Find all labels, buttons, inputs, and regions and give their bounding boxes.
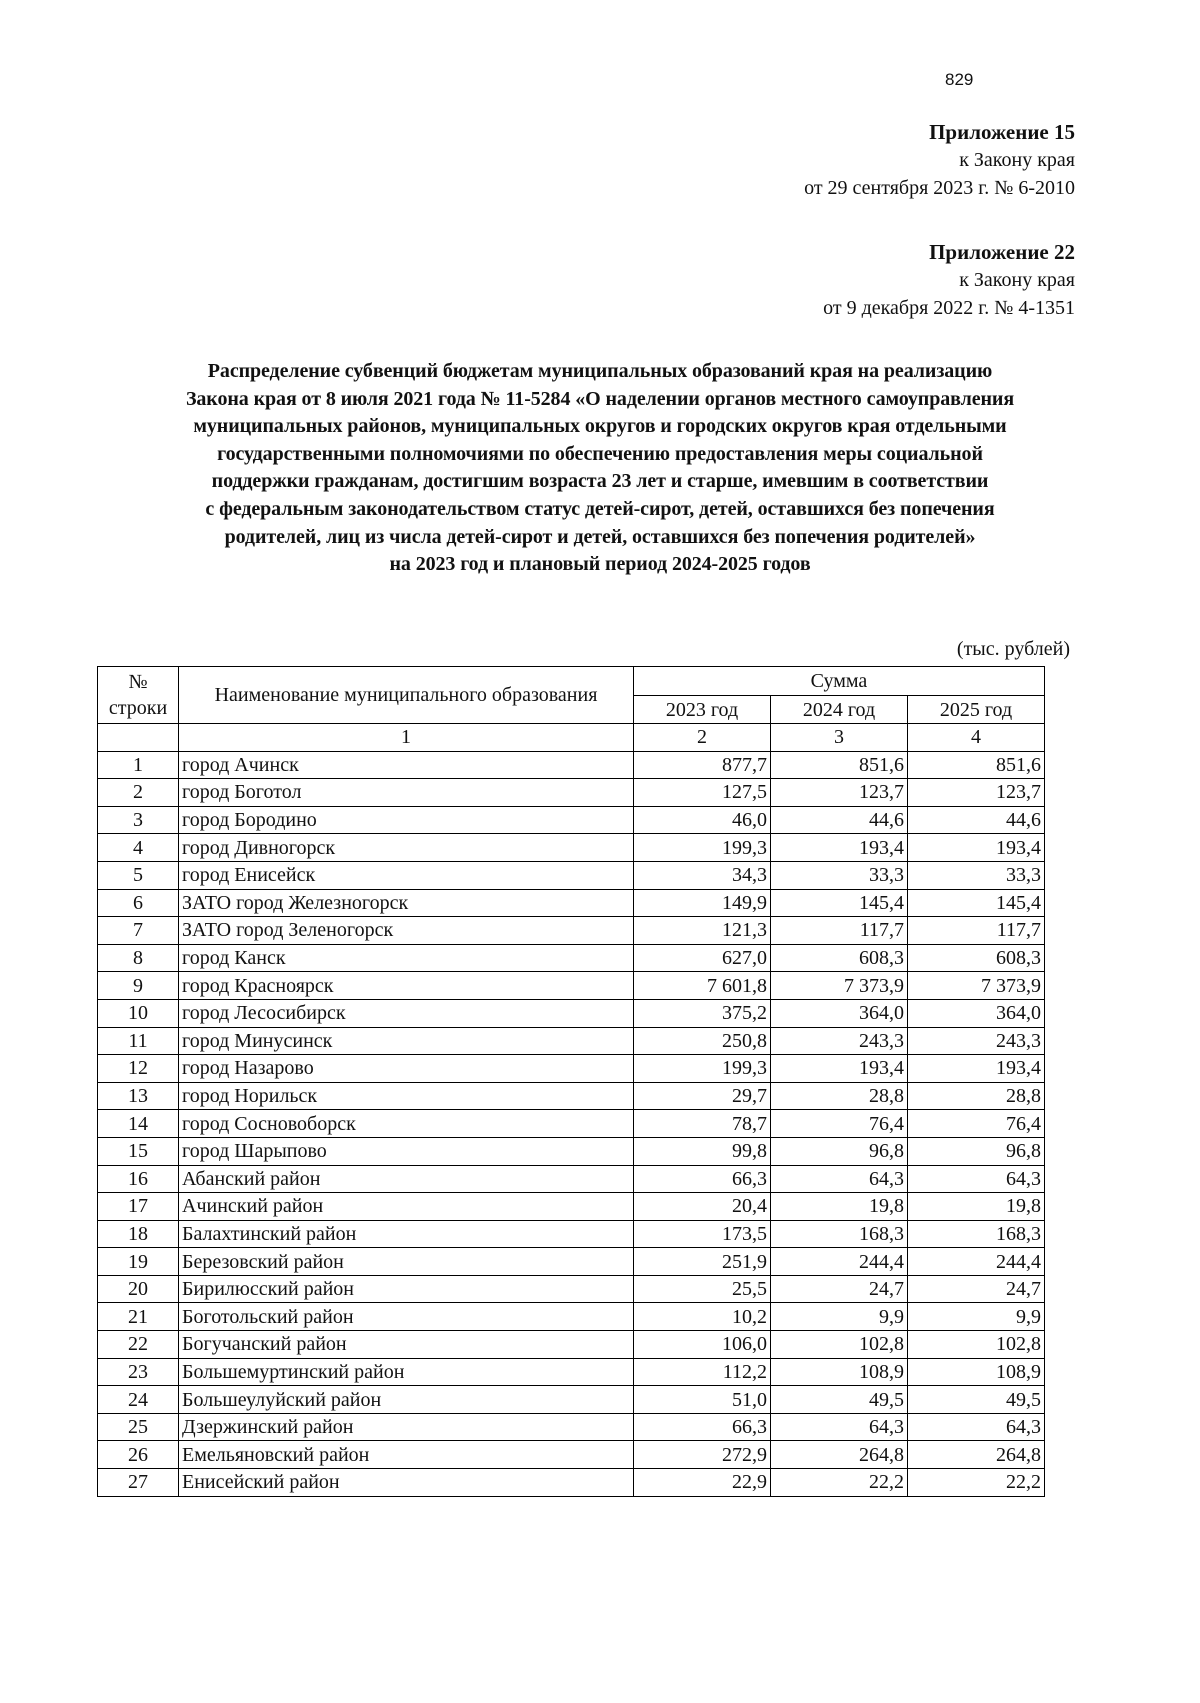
header-row-number [98,667,179,724]
municipality-name: город Назарово [179,1055,634,1083]
row-number: 12 [98,1055,179,1083]
column-number: 2 [634,724,771,752]
row-number: 18 [98,1220,179,1248]
municipality-name: город Боготол [179,779,634,807]
column-number [98,724,179,752]
title-line: поддержки гражданам, достигшим возраста 23 лет и старше, имевшим в соответствии [211,470,989,493]
title-line: муниципальных районов, муниципальных округов и городских округов края отдельными [193,415,1007,438]
value-2023: 46,0 [634,806,771,834]
table-row [98,1413,1045,1441]
value-2025: 264,8 [908,1441,1045,1469]
municipality-name: город Шарыпово [179,1137,634,1165]
value-2024: 264,8 [771,1441,908,1469]
value-2025: 193,4 [908,834,1045,862]
table-row [98,1303,1045,1331]
appendix-original-line2: от 9 декабря 2022 г. № 4-1351 [823,297,1075,319]
row-number: 5 [98,861,179,889]
value-2025: 608,3 [908,944,1045,972]
value-2023: 112,2 [634,1358,771,1386]
municipality-name: город Бородино [179,806,634,834]
appendix-original-line1: к Закону края [959,269,1075,291]
value-2025: 168,3 [908,1220,1045,1248]
value-2024: 96,8 [771,1137,908,1165]
value-2024: 117,7 [771,917,908,945]
value-2024: 193,4 [771,1055,908,1083]
row-number: 10 [98,999,179,1027]
value-2023: 29,7 [634,1082,771,1110]
table-row [98,751,1045,779]
row-number: 11 [98,1027,179,1055]
value-2025: 24,7 [908,1275,1045,1303]
column-number: 1 [179,724,634,752]
value-2023: 22,9 [634,1469,771,1497]
header-num-line1: № [128,671,148,693]
row-number: 4 [98,834,179,862]
value-2023: 272,9 [634,1441,771,1469]
row-number: 2 [98,779,179,807]
appendix-original-header [823,238,1075,322]
title-line: на 2023 год и плановый период 2024-2025 годов [389,553,811,576]
title-line: Закона края от 8 июля 2021 года № 11-5284 «О наделении органов местного самоуправления [185,387,1015,410]
value-2023: 121,3 [634,917,771,945]
column-numbers-row [98,724,1045,752]
title-line: государственными полномочиями по обеспечению предоставления меры социальной [217,442,983,465]
value-2024: 364,0 [771,999,908,1027]
row-number: 13 [98,1082,179,1110]
row-number: 17 [98,1193,179,1221]
table-row [98,1220,1045,1248]
header-num-line2: строки [108,697,168,719]
value-2023: 20,4 [634,1193,771,1221]
document-title [100,358,1100,579]
value-2024: 608,3 [771,944,908,972]
table-row [98,1082,1045,1110]
value-2024: 145,4 [771,889,908,917]
value-2024: 64,3 [771,1165,908,1193]
table-row [98,1137,1045,1165]
table-row [98,1055,1045,1083]
value-2023: 173,5 [634,1220,771,1248]
row-number: 24 [98,1386,179,1414]
table-row [98,1248,1045,1276]
appendix-current-title: Приложение 15 [929,120,1075,144]
municipality-name: Большемуртинский район [179,1358,634,1386]
table-row [98,1331,1045,1359]
value-2024: 108,9 [771,1358,908,1386]
table-row [98,999,1045,1027]
value-2025: 7 373,9 [908,972,1045,1000]
value-2024: 123,7 [771,779,908,807]
municipality-name: город Красноярск [179,972,634,1000]
row-number: 1 [98,751,179,779]
value-2025: 22,2 [908,1469,1045,1497]
value-2025: 64,3 [908,1165,1045,1193]
value-2024: 193,4 [771,834,908,862]
municipality-name: город Лесосибирск [179,999,634,1027]
value-2023: 250,8 [634,1027,771,1055]
value-2023: 627,0 [634,944,771,972]
municipality-name: Бирилюсский район [179,1275,634,1303]
value-2023: 78,7 [634,1110,771,1138]
table-row [98,1193,1045,1221]
header-2025: 2025 год [908,696,1045,724]
municipality-name: город Ачинск [179,751,634,779]
table-body [98,751,1045,1496]
table-row [98,1441,1045,1469]
row-number: 20 [98,1275,179,1303]
value-2023: 251,9 [634,1248,771,1276]
value-2024: 168,3 [771,1220,908,1248]
subvention-table [97,666,1045,1497]
value-2024: 33,3 [771,861,908,889]
municipality-name: город Сосновоборск [179,1110,634,1138]
row-number: 15 [98,1137,179,1165]
municipality-name: ЗАТО город Железногорск [179,889,634,917]
municipality-name: Богучанский район [179,1331,634,1359]
value-2024: 851,6 [771,751,908,779]
title-line: родителей, лиц из числа детей-сирот и детей, оставшихся без попечения родителей» [224,525,976,548]
value-2023: 149,9 [634,889,771,917]
table-row [98,806,1045,834]
value-2023: 877,7 [634,751,771,779]
municipality-name: город Минусинск [179,1027,634,1055]
value-2023: 34,3 [634,861,771,889]
value-2023: 7 601,8 [634,972,771,1000]
value-2025: 108,9 [908,1358,1045,1386]
municipality-name: ЗАТО город Зеленогорск [179,917,634,945]
appendix-current-header [804,118,1075,202]
table-row [98,1165,1045,1193]
row-number: 3 [98,806,179,834]
municipality-name: Березовский район [179,1248,634,1276]
value-2024: 44,6 [771,806,908,834]
municipality-name: Балахтинский район [179,1220,634,1248]
value-2025: 28,8 [908,1082,1045,1110]
row-number: 22 [98,1331,179,1359]
row-number: 19 [98,1248,179,1276]
value-2024: 24,7 [771,1275,908,1303]
value-2024: 243,3 [771,1027,908,1055]
value-2023: 66,3 [634,1165,771,1193]
table-row [98,1469,1045,1497]
header-2024: 2024 год [771,696,908,724]
value-2025: 64,3 [908,1413,1045,1441]
table-row [98,779,1045,807]
value-2024: 28,8 [771,1082,908,1110]
row-number: 14 [98,1110,179,1138]
units-label: (тыс. рублей) [956,638,1070,660]
value-2025: 44,6 [908,806,1045,834]
value-2025: 102,8 [908,1331,1045,1359]
table-row [98,1386,1045,1414]
municipality-name: город Дивногорск [179,834,634,862]
row-number: 27 [98,1469,179,1497]
value-2025: 76,4 [908,1110,1045,1138]
table-row [98,1110,1045,1138]
header-sum: Сумма [634,667,1045,696]
municipality-name: Большеулуйский район [179,1386,634,1414]
municipality-name: Енисейский район [179,1469,634,1497]
value-2025: 9,9 [908,1303,1045,1331]
header-2023: 2023 год [634,696,771,724]
row-number: 21 [98,1303,179,1331]
value-2025: 193,4 [908,1055,1045,1083]
municipality-name: город Норильск [179,1082,634,1110]
value-2023: 375,2 [634,999,771,1027]
value-2023: 199,3 [634,834,771,862]
row-number: 23 [98,1358,179,1386]
value-2024: 9,9 [771,1303,908,1331]
municipality-name: город Канск [179,944,634,972]
row-number: 8 [98,944,179,972]
row-number: 6 [98,889,179,917]
value-2025: 19,8 [908,1193,1045,1221]
title-line: с федеральным законодательством статус детей-сирот, детей, оставшихся без попечения [205,497,995,520]
row-number: 25 [98,1413,179,1441]
value-2025: 244,4 [908,1248,1045,1276]
value-2024: 244,4 [771,1248,908,1276]
value-2024: 102,8 [771,1331,908,1359]
table-row [98,944,1045,972]
municipality-name: Емельяновский район [179,1441,634,1469]
value-2025: 851,6 [908,751,1045,779]
value-2023: 66,3 [634,1413,771,1441]
value-2023: 51,0 [634,1386,771,1414]
header-name: Наименование муниципального образования [179,667,634,724]
row-number: 9 [98,972,179,1000]
appendix-current-line1: к Закону края [959,149,1075,171]
table-row [98,1027,1045,1055]
row-number: 16 [98,1165,179,1193]
table-row [98,861,1045,889]
value-2024: 76,4 [771,1110,908,1138]
value-2023: 199,3 [634,1055,771,1083]
municipality-name: Боготольский район [179,1303,634,1331]
value-2024: 49,5 [771,1386,908,1414]
value-2023: 10,2 [634,1303,771,1331]
value-2024: 64,3 [771,1413,908,1441]
table-row [98,917,1045,945]
municipality-name: город Енисейск [179,861,634,889]
table-row [98,972,1045,1000]
table-row [98,834,1045,862]
value-2024: 7 373,9 [771,972,908,1000]
value-2025: 145,4 [908,889,1045,917]
value-2023: 99,8 [634,1137,771,1165]
title-line: Распределение субвенций бюджетам муниципальных образований края на реализацию [207,360,993,382]
municipality-name: Дзержинский район [179,1413,634,1441]
value-2023: 127,5 [634,779,771,807]
value-2025: 123,7 [908,779,1045,807]
column-number: 4 [908,724,1045,752]
column-number: 3 [771,724,908,752]
value-2023: 25,5 [634,1275,771,1303]
value-2024: 22,2 [771,1469,908,1497]
row-number: 26 [98,1441,179,1469]
value-2025: 364,0 [908,999,1045,1027]
row-number: 7 [98,917,179,945]
table-row [98,1275,1045,1303]
value-2024: 19,8 [771,1193,908,1221]
value-2025: 117,7 [908,917,1045,945]
value-2025: 243,3 [908,1027,1045,1055]
header-row [98,667,1045,696]
value-2023: 106,0 [634,1331,771,1359]
municipality-name: Ачинский район [179,1193,634,1221]
value-2025: 49,5 [908,1386,1045,1414]
appendix-current-line2: от 29 сентября 2023 г. № 6-2010 [804,177,1075,199]
appendix-original-title: Приложение 22 [929,240,1075,264]
municipality-name: Абанский район [179,1165,634,1193]
page-number: 829 [945,70,974,89]
value-2025: 33,3 [908,861,1045,889]
table-row [98,889,1045,917]
table-row [98,1358,1045,1386]
value-2025: 96,8 [908,1137,1045,1165]
